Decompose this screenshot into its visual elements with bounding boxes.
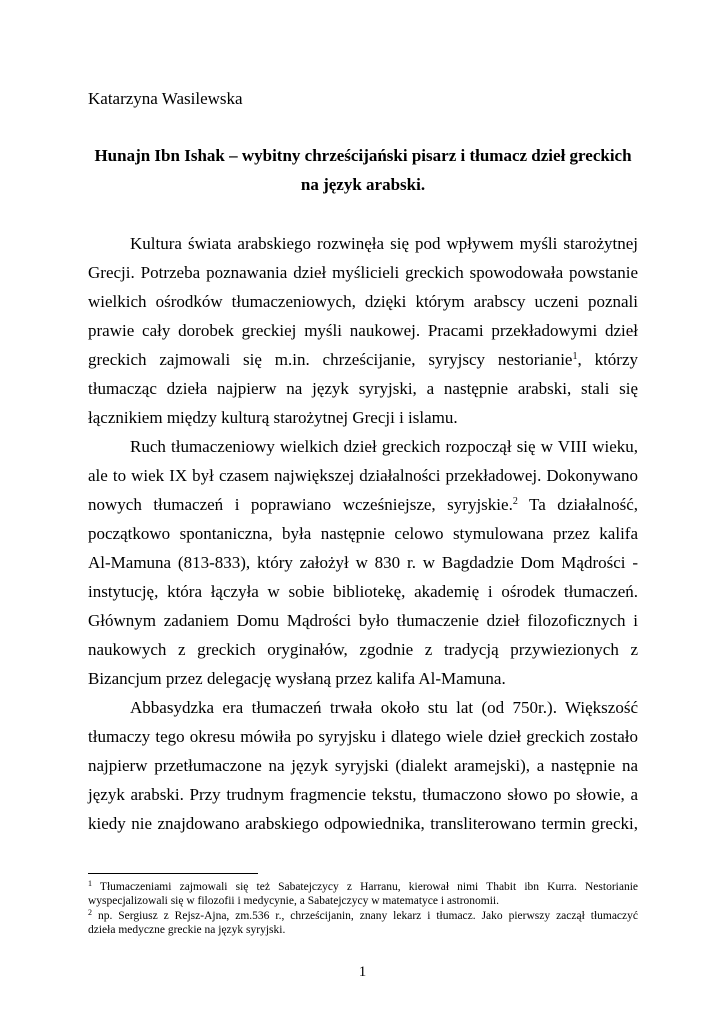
body-line	[88, 494, 638, 516]
footnote-text: np. Sergiusz z Rejsz-Ajna, zm.536 r., chrześcijanin, znany lekarz i tłumacz. Jako pierwszy zaczął tłumaczyć	[92, 910, 638, 922]
body-line: kiedy nie znajdowano arabskiego odpowiednika, transliterowano termin grecki,	[88, 814, 638, 833]
body-line: Głównym zadaniem Domu Mądrości było tłumaczenie dzieł filozoficznych i	[88, 611, 638, 630]
body-line-text: Ta działalność,	[517, 495, 639, 514]
body-line: Ruch tłumaczeniowy wielkich dzieł greckich rozpoczął się w VIII wieku,	[130, 437, 638, 456]
footnote-ref-1: 1	[572, 351, 578, 362]
body-line: język arabski. Przy trudnym fragmencie tekstu, tłumaczono słowo po słowie, a	[88, 785, 638, 804]
title-line-1: Hunajn Ibn Ishak – wybitny chrześcijański pisarz i tłumacz dzieł greckich	[94, 146, 632, 165]
body-line: Al-Mamuna (813-833), który założył w 830 r. w Bagdadzie Dom Mądrości -	[88, 553, 638, 572]
footnote-2	[88, 909, 638, 923]
body-line: Bizancjum przez delegację wysłaną przez kalifa Al-Mamuna.	[88, 669, 506, 688]
body-line: Abbasydzka era tłumaczeń trwała około stu lat (od 750r.). Większość	[130, 698, 638, 717]
body-line: naukowych z greckich oryginałów, zgodnie z tradycją przywiezionych z	[88, 640, 638, 659]
body-line: początkowo spontaniczna, była następnie celowo stymulowana przez kalifa	[88, 524, 638, 543]
body-line: tłumaczy tego okresu mówiła po syryjsku i dlatego wiele dzieł greckich zostało	[88, 727, 638, 746]
footnote-number: 2	[88, 908, 92, 917]
body-line: najpierw przetłumaczone na język syryjski (dialekt aramejski), a następnie na	[88, 756, 638, 775]
body-line: tłumacząc dzieła najpierw na język syryjski, a następnie arabski, stali się	[88, 379, 638, 398]
title-line-2: na język arabski.	[300, 175, 426, 194]
footnote-2-cont: dzieła medyczne greckie na język syryjski.	[88, 924, 286, 936]
body-line: Kultura świata arabskiego rozwinęła się pod wpływem myśli starożytnej	[130, 234, 638, 253]
body-line: prawie cały dorobek greckiej myśli naukowej. Pracami przekładowymi dzieł	[88, 321, 638, 340]
footnote-1	[88, 880, 638, 894]
body-line: Grecji. Potrzeba poznawania dzieł myślicieli greckich spowodowała powstanie	[88, 263, 638, 282]
body-line: instytucję, która łączyła w sobie bibliotekę, akademię i ośrodek tłumaczeń.	[88, 582, 638, 601]
footnote-1-cont: wyspecjalizowali się w filozofii i medycynie, a Sabatejczycy w matematyce i astronomii.	[88, 895, 499, 907]
author-name: Katarzyna Wasilewska	[88, 89, 243, 108]
footnote-ref-2: 2	[512, 496, 518, 507]
body-line-text: , którzy	[577, 350, 638, 369]
footnote-number: 1	[88, 879, 92, 888]
body-line-text: nowych tłumaczeń i poprawiano wcześniejsze, syryjskie.	[88, 495, 513, 514]
footnote-text: Tłumaczeniami zajmowali się też Sabatejczycy z Harranu, kierował nimi Thabit ibn Kurra. Nestorianie	[92, 881, 638, 893]
body-line: wielkich ośrodków tłumaczeniowych, dzięki którym arabscy uczeni poznali	[88, 292, 638, 311]
body-line-text: greckich zajmowali się m.in. chrześcijanie, syryjscy nestorianie	[88, 350, 573, 369]
page-number: 1	[358, 964, 367, 980]
footnote-separator	[88, 873, 258, 874]
body-line: ale to wiek IX był czasem największej działalności przekładowej. Dokonywano	[88, 466, 638, 485]
body-line: łącznikiem między kulturą starożytnej Grecji i islamu.	[88, 408, 458, 427]
body-line	[88, 349, 638, 371]
